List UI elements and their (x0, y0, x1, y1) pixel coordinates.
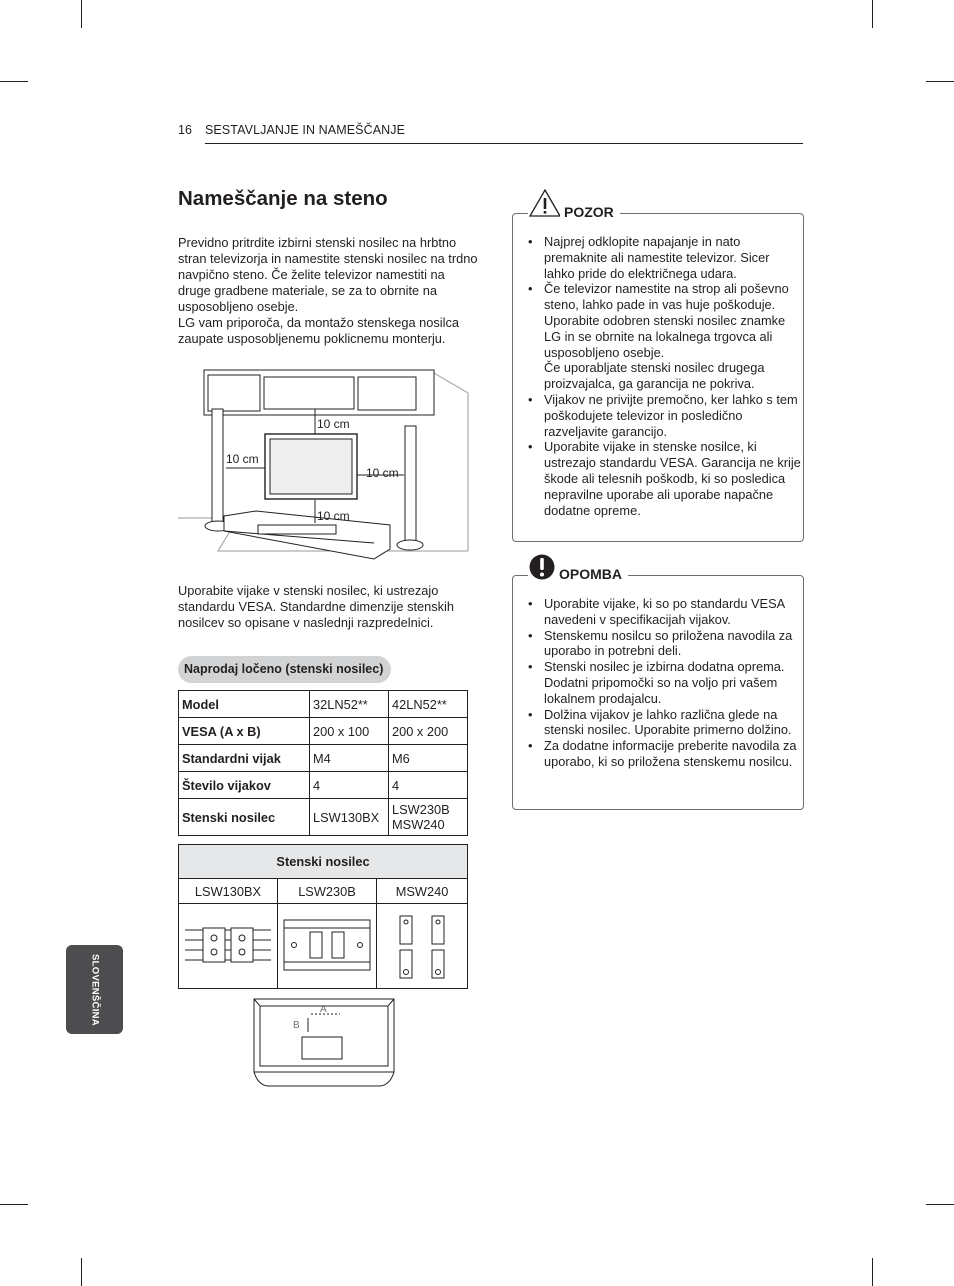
table-row (179, 718, 468, 745)
intro-paragraph: Previdno pritrdite izbirni stenski nosilec na hrbtno stran televizorja in namestite stenski nosilec na trdno navpično steno. Če želite televizor namestiti na druge gradbene materiale, se za to obrnite na usposobljeno osebje. LG vam priporoča, da montažo stenskega nosilca zaupate usposobljenemu poklicnemu monterju. (178, 235, 478, 346)
section-title: SESTAVLJANJE IN NAMEŠČANJE (205, 123, 406, 137)
vesa-b-label: B (293, 1020, 300, 1031)
table-row (179, 799, 468, 836)
crop-mark (81, 1258, 82, 1286)
list-item: • Najprej odklopite napajanje in nato premaknite ali namestite televizor. Sicer lahko pride do električnega udara. (513, 234, 803, 281)
clearance-bottom-label: 10 cm (317, 509, 350, 523)
right-speaker (405, 426, 416, 544)
mount-model-label: LSW130BX (179, 879, 278, 904)
note-exclamation-icon (528, 553, 556, 581)
cell-42ln52: M6 (389, 745, 468, 772)
msw240-image (377, 904, 468, 989)
page-number: 16 (178, 123, 192, 137)
left-speaker (212, 409, 223, 525)
list-item: • Če televizor namestite na strop ali poševno steno, lahko pade in vas huje poškoduje. Uporabite odobren stenski nosilec znamke LG in se obrnite na lokalnega trgovca ali usposobljeno osebje. Če uporabljate stenski nosilec drugega proizvajalca, ga garancija ne pokriva. (513, 281, 803, 392)
cell-32ln52: LSW130BX (310, 799, 389, 836)
vesa-a-label: A (320, 1004, 327, 1015)
mount-table-header: Stenski nosilec (179, 845, 468, 879)
list-item: • Za dodatne informacije preberite navodila za uporabo, ki so priložena stenskemu nosilcu. (513, 738, 803, 770)
tv-stand (224, 511, 390, 559)
note-title: OPOMBA (555, 566, 628, 582)
clearance-right-label: 10 cm (366, 466, 399, 480)
row-label: Standardni vijak (179, 745, 310, 772)
cell-32ln52: 200 x 100 (310, 718, 389, 745)
cell-42ln52: 42LN52** (389, 691, 468, 718)
vesa-paragraph: Uporabite vijake v stenski nosilec, ki ustrezajo standardu VESA. Standardne dimenzije stenskih nosilcev so opisane v naslednji razpredelnici. (178, 583, 455, 630)
cell-32ln52: M4 (310, 745, 389, 772)
sold-separately-label: Naprodaj ločeno (stenski nosilec) (178, 656, 391, 683)
mount-model-label: MSW240 (377, 879, 468, 904)
cell-32ln52: 32LN52** (310, 691, 389, 718)
caution-box (512, 204, 804, 542)
cell-42ln52: 200 x 200 (389, 718, 468, 745)
row-label: Stenski nosilec (179, 799, 310, 836)
list-item: • Stenski nosilec je izbirna dodatna oprema. Dodatni pripomočki so na voljo pri vašem lokalnem prodajalcu. (513, 659, 803, 706)
crop-mark (0, 81, 28, 82)
lsw130bx-image (179, 904, 278, 989)
table-row (179, 745, 468, 772)
mount-model-label: LSW230B (278, 879, 377, 904)
spec-table (178, 690, 468, 836)
table-row (179, 691, 468, 718)
mount-table (178, 844, 468, 989)
wall-mount-clearance-illustration (178, 363, 470, 563)
cell-42ln52: LSW230B MSW240 (389, 799, 468, 836)
language-tab: SLOVENŠČINA (66, 945, 123, 1034)
row-label: Število vijakov (179, 772, 310, 799)
list-item: • Uporabite vijake in stenske nosilce, ki ustrezajo standardu VESA. Garancija ne krije škode ali telesnih poškodb, ki so posledica nepravilne uporabe ali uporabe napačne dodatne opreme. (513, 439, 803, 518)
note-box (512, 566, 804, 810)
caution-title: POZOR (560, 204, 620, 220)
cell-32ln52: 4 (310, 772, 389, 799)
page-title: Nameščanje na steno (178, 187, 388, 210)
header-rule (205, 143, 803, 144)
crop-mark (81, 0, 82, 28)
lsw230b-image (278, 904, 377, 989)
warning-triangle-icon (528, 188, 562, 218)
list-item: • Vijakov ne privijte premočno, ker lahko s tem poškodujete televizor in posledično razveljavite garancijo. (513, 392, 803, 439)
list-item: • Stenskemu nosilcu so priložena navodila za uporabo in potrebni deli. (513, 628, 803, 660)
clearance-left-label: 10 cm (226, 452, 259, 466)
clearance-top-label: 10 cm (317, 417, 350, 431)
crop-mark (872, 0, 873, 28)
cell-42ln52: 4 (389, 772, 468, 799)
crop-mark (0, 1204, 28, 1205)
list-item: • Uporabite vijake, ki so po standardu VESA navedeni v specifikacijah vijakov. (513, 596, 803, 628)
crop-mark (926, 1204, 954, 1205)
tv-back-vesa-illustration (250, 996, 398, 1090)
table-row (179, 772, 468, 799)
row-label: Model (179, 691, 310, 718)
crop-mark (872, 1258, 873, 1286)
row-label: VESA (A x B) (179, 718, 310, 745)
list-item: • Dolžina vijakov je lahko različna glede na stenski nosilec. Uporabite primerno dolžino. (513, 707, 803, 739)
crop-mark (926, 81, 954, 82)
